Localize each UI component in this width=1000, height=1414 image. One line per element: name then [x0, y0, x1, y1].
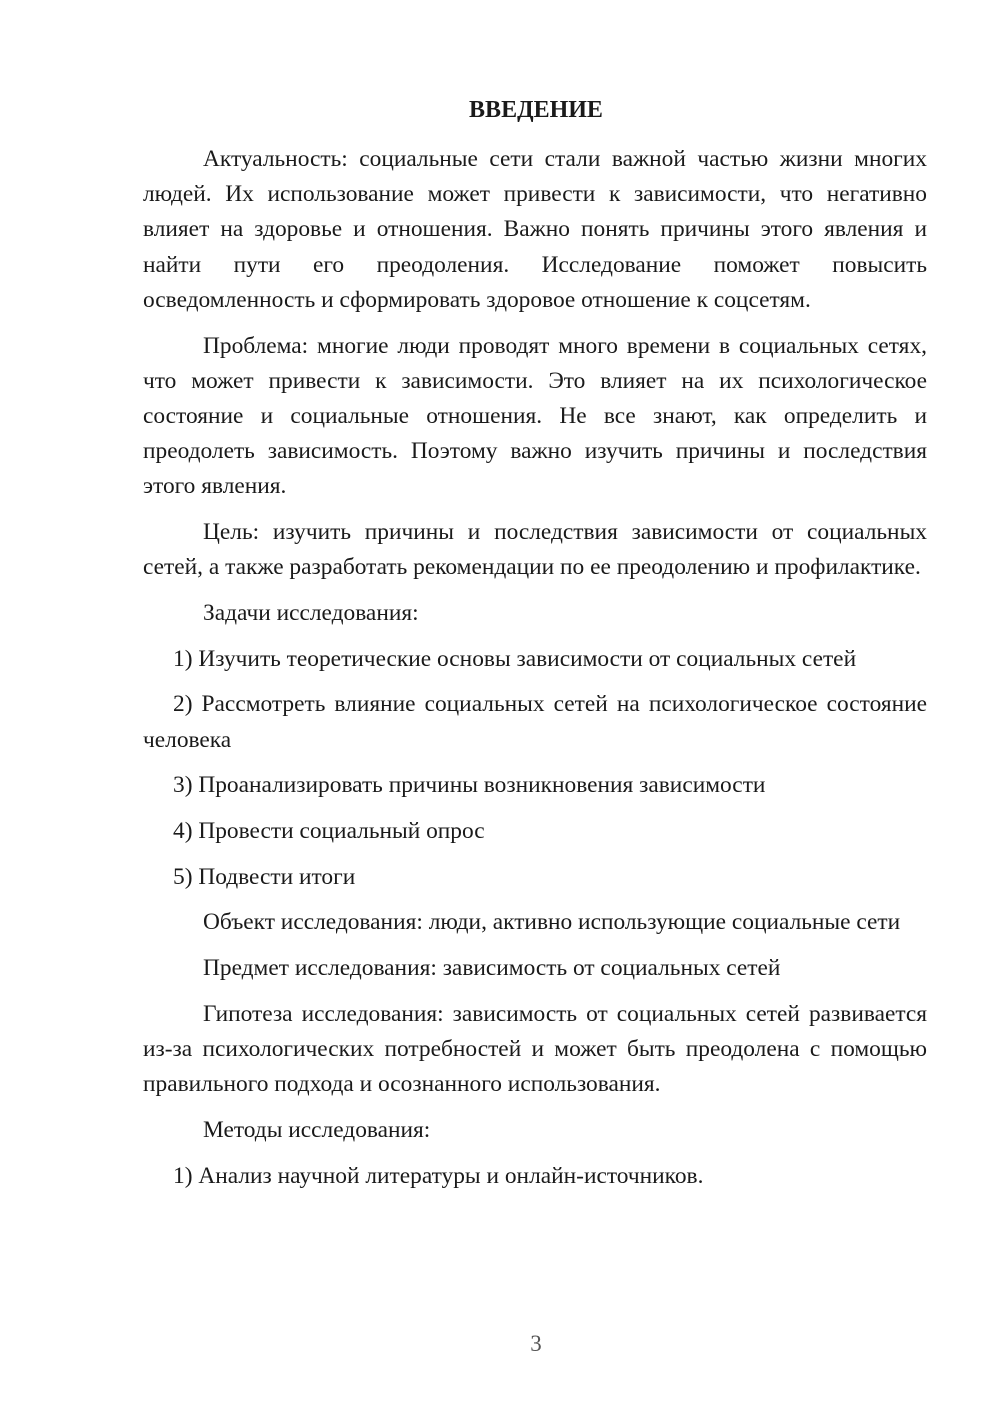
page-title: ВВЕДЕНИЕ [469, 97, 603, 123]
task-item: 2) Рассмотреть влияние социальных сетей на психологическое состояние человека [143, 691, 927, 753]
task-item: 3) Проанализировать причины возникновения зависимости [173, 772, 766, 799]
page-number: 3 [530, 1331, 542, 1356]
task-item: 1) Изучить теоретические основы зависимости от социальных сетей [173, 645, 857, 672]
tasks-heading: Задачи исследования: [203, 599, 419, 626]
goal-paragraph: Цель: изучить причины и последствия зависимости от социальных сетей, а также разработать рекомендации по ее преодолению и профилактике. [143, 519, 927, 581]
document-body [143, 142, 927, 1204]
method-item: 1) Анализ научной литературы и онлайн-источников. [173, 1162, 704, 1189]
hypothesis-paragraph: Гипотеза исследования: зависимость от социальных сетей развивается из-за психологических потребностей и может быть преодолена с помощью правильного подхода и осознанного использования. [143, 1000, 927, 1098]
relevance-paragraph: Актуальность: социальные сети стали важной частью жизни многих людей. Их использование может привести к зависимости, что негативно влияет на здоровье и отношения. Важно понять причины этого явления и найти пути его преодоления. Исследование поможет повысить осведомленность и сформировать здоровое отношение к соцсетям. [143, 146, 927, 313]
object-paragraph: Объект исследования: люди, активно использующие социальные сети [203, 909, 901, 936]
task-item: 4) Провести социальный опрос [173, 817, 485, 844]
task-item: 5) Подвести итоги [173, 863, 356, 890]
subject-paragraph: Предмет исследования: зависимость от социальных сетей [203, 955, 781, 982]
methods-heading: Методы исследования: [203, 1116, 431, 1143]
problem-paragraph: Проблема: многие люди проводят много времени в социальных сетях, что может привести к зависимости. Это влияет на их психологическое состояние и социальные отношения. Не все знают, как определить и преодолеть зависимость. Поэтому важно изучить причины и последствия этого явления. [143, 332, 927, 500]
